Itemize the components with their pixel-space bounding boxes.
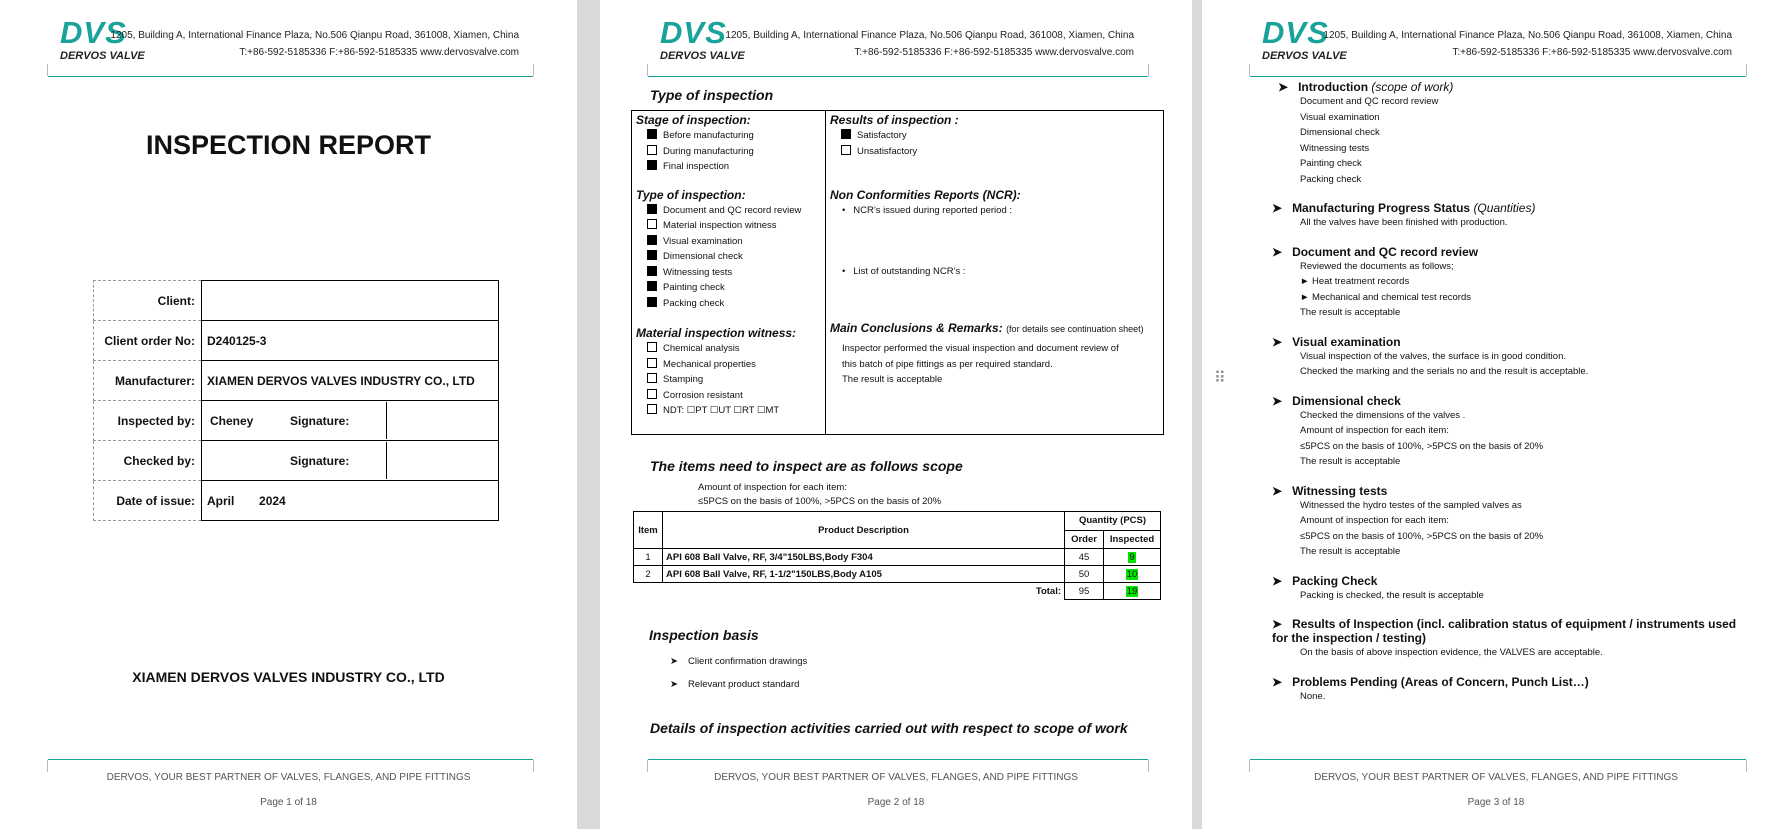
table-row	[634, 566, 1161, 583]
page-3	[1202, 0, 1790, 829]
total-label: Total:	[634, 583, 1065, 600]
logo-mark: DVS	[660, 15, 727, 50]
row-inspected-value: 9	[1129, 551, 1135, 563]
inspected-by-label: Inspected by:	[94, 401, 202, 441]
footer-slogan: DERVOS, YOUR BEST PARTNER OF VALVES, FLANGES, AND PIPE FITTINGS	[1314, 772, 1678, 783]
signature-box-2[interactable]	[386, 442, 498, 479]
dim-line-4: The result is acceptable	[1300, 456, 1401, 467]
arrow-bullet-icon: ➤	[1272, 334, 1283, 349]
checked-by-cell	[202, 441, 499, 481]
checkbox-label: During manufacturing	[663, 145, 754, 157]
footer-slogan: DERVOS, YOUR BEST PARTNER OF VALVES, FLANGES, AND PIPE FITTINGS	[106, 772, 471, 783]
col-order: Order	[1065, 530, 1104, 549]
dimensional-heading-text: Dimensional check	[1292, 393, 1401, 408]
inspection-details	[1272, 80, 1752, 704]
checked-box-icon[interactable]	[841, 129, 851, 139]
intro-heading-text: Introduction	[1298, 80, 1369, 94]
mps-heading-text: Manufacturing Progress Status	[1292, 201, 1471, 215]
checkbox-item[interactable]	[647, 341, 825, 357]
ncr-outstanding-text: List of outstanding NCR’s :	[853, 266, 966, 277]
signature-box[interactable]	[386, 402, 498, 439]
stage-title: Stage of inspection:	[636, 113, 751, 127]
checkbox-item[interactable]	[647, 280, 825, 296]
checkbox-item[interactable]	[647, 265, 825, 281]
doc-line-2: ► Heat treatment records	[1300, 276, 1410, 287]
checkbox-label: NDT: ☐PT ☐UT ☐RT ☐MT	[663, 405, 780, 416]
manufacturer-label: Manufacturer:	[94, 361, 202, 401]
header-address-block	[725, 27, 1134, 61]
checkbox-item[interactable]	[647, 403, 825, 419]
checkbox-label: Document and QC record review	[663, 204, 802, 216]
col-description: Product Description	[663, 512, 1065, 549]
arrow-bullet-icon: ➤	[1278, 80, 1289, 94]
unchecked-box-icon[interactable]	[841, 145, 851, 155]
results-heading-text: Results of Inspection (incl. calibration status of equipment / instruments used for the inspection / testing)	[1272, 617, 1737, 645]
wit-line-4: The result is acceptable	[1300, 546, 1401, 557]
mps-heading	[1272, 201, 1752, 215]
mps-note: (Quantities)	[1473, 201, 1536, 215]
checkbox-label: Chemical analysis	[663, 343, 740, 354]
checkbox-item[interactable]	[647, 144, 825, 160]
header-divider	[48, 76, 533, 77]
row-inspected	[1104, 566, 1161, 583]
arrow-bullet-icon: ➤	[1272, 573, 1283, 588]
checked-box-icon[interactable]	[647, 266, 657, 276]
quantity-table	[633, 511, 1161, 600]
doc-heading	[1272, 245, 1752, 259]
client-order-label: Client order No:	[94, 321, 202, 361]
signature-label-2: Signature:	[290, 453, 350, 468]
checkbox-label: Before manufacturing	[663, 130, 754, 141]
client-order-value[interactable]: D240125-3	[202, 321, 499, 361]
date-of-issue-label: Date of issue:	[94, 481, 202, 521]
signature-label: Signature:	[290, 413, 350, 428]
details-heading: Details of inspection activities carried out with respect to scope of work	[650, 720, 1128, 736]
intro-heading	[1278, 80, 1752, 94]
witness-heading	[1272, 484, 1752, 498]
inspection-summary-box	[631, 110, 1164, 435]
ncr-title: Non Conformities Reports (NCR):	[830, 188, 1021, 202]
conclusion-line-2: this batch of pipe fittings as per required standard.	[842, 358, 1053, 370]
arrow-bullet-icon: ➤	[670, 656, 678, 667]
conclusions-title	[830, 321, 1163, 335]
inspected-by-cell	[202, 401, 499, 441]
problems-heading-text: Problems Pending (Areas of Concern, Punch List…)	[1292, 674, 1589, 689]
conclusion-line-3: The result is acceptable	[842, 374, 943, 385]
checked-box-icon[interactable]	[647, 297, 657, 307]
stage-list	[632, 128, 825, 175]
footer-divider	[48, 759, 533, 760]
total-order: 95	[1065, 583, 1104, 600]
list-item: Dimensional check	[1300, 127, 1380, 138]
checkbox-item[interactable]	[841, 144, 1163, 160]
drag-handle-icon[interactable]: ⠿	[1214, 370, 1226, 387]
arrow-bullet-icon: ➤	[1272, 483, 1283, 498]
header-address: 1205, Building A, International Finance Plaza, No.506 Qianpu Road, 361008, Xiamen, China	[110, 30, 519, 41]
ncr-issued: • NCR’s issued during reported period :	[842, 205, 1013, 216]
col-item: Item	[634, 512, 663, 549]
checkbox-item[interactable]	[647, 234, 825, 250]
checkbox-item[interactable]	[647, 357, 825, 373]
intro-list	[1272, 94, 1752, 187]
date-of-issue-value[interactable]	[202, 481, 499, 521]
list-item: Packing check	[1300, 173, 1362, 185]
logo-mark: DVS	[60, 15, 127, 50]
header-address: 1205, Building A, International Finance Plaza, No.506 Qianpu Road, 361008, Xiamen, China	[725, 30, 1134, 41]
checkbox-label: Material inspection witness	[663, 220, 777, 231]
logo-text: DERVOS VALVE	[660, 50, 745, 62]
checkbox-label: Visual examination	[663, 235, 743, 247]
logo-mark: DVS	[1262, 15, 1329, 50]
list-item	[670, 679, 807, 702]
checkbox-item[interactable]	[647, 203, 825, 219]
visual-line-1: Visual inspection of the valves, the surface is in good condition.	[1300, 350, 1566, 362]
checkbox-item[interactable]	[647, 372, 825, 388]
wit-line-2: Amount of inspection for each item:	[1300, 515, 1449, 526]
row-order: 45	[1065, 549, 1104, 566]
checkbox-label: Corrosion resistant	[663, 389, 743, 401]
checked-box-icon[interactable]	[647, 250, 657, 260]
checkbox-item[interactable]	[647, 128, 825, 144]
wit-line-3: ≤5PCS on the basis of 100%, >5PCS on the basis of 20%	[1300, 530, 1544, 542]
footer-slogan: DERVOS, YOUR BEST PARTNER OF VALVES, FLANGES, AND PIPE FITTINGS	[714, 772, 1078, 783]
header-address-block	[1323, 27, 1732, 61]
visual-line-2[interactable]: Checked the marking and the serials no and the result is acceptable.	[1300, 366, 1589, 377]
page-number: Page 2 of 18	[867, 797, 925, 808]
unchecked-box-icon[interactable]	[647, 342, 657, 352]
list-item	[670, 656, 807, 679]
col-inspected: Inspected	[1104, 530, 1161, 549]
arrow-bullet-icon: ➤	[1272, 393, 1283, 408]
list-item: Painting check	[1300, 158, 1362, 169]
row-item: 2	[634, 566, 663, 583]
footer-divider	[648, 759, 1148, 760]
right-column	[826, 111, 1163, 434]
results-heading	[1272, 617, 1752, 645]
witness-heading-text: Witnessing tests	[1292, 483, 1388, 498]
table-row	[634, 549, 1161, 566]
checked-box-icon[interactable]	[647, 235, 657, 245]
left-column	[632, 111, 826, 434]
unchecked-box-icon[interactable]	[647, 219, 657, 229]
col-quantity: Quantity (PCS)	[1065, 512, 1161, 531]
doc-heading-text: Document and QC record review	[1292, 244, 1479, 259]
list-item: Visual examination	[1300, 111, 1380, 123]
amount-line-2: ≤5PCS on the basis of 100%, >5PCS on the basis of 20%	[698, 496, 942, 507]
checkbox-item[interactable]	[841, 128, 1163, 144]
header-contact: T:+86-592-5185336 F:+86-592-5185335 www.dervosvalve.com	[239, 47, 519, 58]
client-label: Client:	[94, 281, 202, 321]
wit-line-1: Witnessed the hydro testes of the sampled valves as	[1300, 499, 1522, 511]
manufacturer-value[interactable]: XIAMEN DERVOS VALVES INDUSTRY CO., LTD	[202, 361, 499, 401]
arrow-bullet-icon: ➤	[1272, 244, 1283, 259]
material-title: Material inspection witness:	[636, 326, 797, 340]
unchecked-box-icon[interactable]	[647, 373, 657, 383]
inspection-basis-heading: Inspection basis	[649, 627, 759, 643]
unchecked-box-icon[interactable]	[647, 389, 657, 399]
checked-box-icon[interactable]	[647, 160, 657, 170]
checkbox-item[interactable]	[647, 218, 825, 234]
doc-line-4: The result is acceptable	[1300, 307, 1401, 318]
inspection-basis-list	[670, 656, 807, 702]
problems-heading	[1272, 675, 1752, 689]
checkbox-label: Unsatisfactory	[857, 145, 918, 157]
total-inspected-value: 19	[1126, 585, 1138, 597]
page-number: Page 3 of 18	[1467, 797, 1525, 808]
list-item: Witnessing tests	[1300, 142, 1370, 154]
ncr-outstanding: • List of outstanding NCR’s :	[842, 266, 966, 277]
checkbox-item[interactable]	[647, 296, 825, 312]
checkbox-item[interactable]	[647, 388, 825, 404]
report-info-table	[93, 280, 499, 521]
logo-text: DERVOS VALVE	[60, 50, 145, 62]
packing-heading-text: Packing Check	[1292, 573, 1378, 588]
header-address: 1205, Building A, International Finance Plaza, No.506 Qianpu Road, 361008, Xiamen, China	[1323, 30, 1732, 41]
row-description: API 608 Ball Valve, RF, 1-1/2"150LBS,Body A105	[663, 566, 1065, 583]
arrow-bullet-icon: ➤	[1272, 674, 1283, 689]
arrow-bullet-icon: ➤	[1272, 617, 1283, 631]
checkbox-label: Packing check	[663, 297, 725, 309]
header-contact: T:+86-592-5185336 F:+86-592-5185335 www.dervosvalve.com	[1452, 47, 1732, 58]
ncr-issued-text: NCR’s issued during reported period :	[853, 205, 1013, 216]
date-month: April	[207, 493, 235, 508]
checkbox-label: Mechanical properties	[663, 358, 756, 370]
dim-line-3: ≤5PCS on the basis of 100%, >5PCS on the basis of 20%	[1300, 440, 1544, 452]
checked-by-label: Checked by:	[94, 441, 202, 481]
checkbox-label: Painting check	[663, 282, 725, 293]
row-order: 50	[1065, 566, 1104, 583]
row-item: 1	[634, 549, 663, 566]
items-heading: The items need to inspect are as follows scope	[650, 458, 963, 474]
doc-line-3: ► Mechanical and chemical test records	[1300, 291, 1471, 303]
checked-box-icon[interactable]	[647, 204, 657, 214]
checkbox-label: Final inspection	[663, 161, 730, 172]
amount-line-1: Amount of inspection for each item:	[698, 482, 847, 493]
checked-box-icon[interactable]	[647, 129, 657, 139]
mps-line: All the valves have been finished with production.	[1300, 217, 1508, 228]
row-description: API 608 Ball Valve, RF, 3/4"150LBS,Body F304	[663, 549, 1065, 566]
intro-note: (scope of work)	[1371, 80, 1454, 94]
dimensional-heading	[1272, 394, 1752, 408]
conclusions-text	[842, 341, 1163, 388]
dim-line-1: Checked the dimensions of the valves .	[1300, 409, 1466, 421]
results-title: Results of inspection :	[830, 113, 959, 127]
header-address-block	[110, 27, 519, 61]
checkbox-item[interactable]	[647, 249, 825, 265]
packing-heading	[1272, 574, 1752, 588]
checkbox-label: Dimensional check	[663, 251, 743, 262]
type-of-inspection-heading: Type of inspection	[650, 87, 774, 103]
arrow-bullet-icon: ➤	[670, 679, 678, 690]
conclusions-title-text: Main Conclusions & Remarks:	[830, 321, 1003, 335]
report-title: INSPECTION REPORT	[145, 130, 432, 160]
pack-line: Packing is checked, the result is acceptable	[1300, 589, 1484, 601]
conclusions-note: (for details see continuation sheet)	[1006, 324, 1144, 334]
checkbox-label: Stamping	[663, 374, 704, 385]
visual-heading	[1272, 335, 1752, 349]
total-inspected	[1104, 583, 1161, 600]
results-line: On the basis of above inspection evidence, the VALVES are acceptable.	[1300, 647, 1603, 658]
dim-line-2: Amount of inspection for each item:	[1300, 425, 1449, 436]
problems-line: None.	[1300, 690, 1326, 702]
row-inspected	[1104, 549, 1161, 566]
checkbox-label: Witnessing tests	[663, 266, 733, 278]
unchecked-box-icon[interactable]	[647, 358, 657, 368]
row-inspected-value: 10	[1126, 568, 1138, 580]
date-year: 2024	[259, 493, 286, 508]
list-item: Document and QC record review	[1300, 96, 1439, 107]
results-list	[826, 128, 1163, 159]
page-2	[600, 0, 1192, 829]
unchecked-box-icon[interactable]	[647, 145, 657, 155]
header-contact: T:+86-592-5185336 F:+86-592-5185335 www.dervosvalve.com	[854, 47, 1134, 58]
inspected-by-value[interactable]: Cheney	[210, 413, 254, 428]
unchecked-box-icon[interactable]	[647, 404, 657, 414]
visual-heading-text: Visual examination	[1292, 334, 1401, 349]
arrow-bullet-icon: ➤	[1272, 201, 1283, 215]
checkbox-label: Satisfactory	[857, 130, 907, 141]
checkbox-item[interactable]	[647, 159, 825, 175]
company-name: XIAMEN DERVOS VALVES INDUSTRY CO., LTD	[132, 669, 445, 685]
footer-divider	[1250, 759, 1746, 760]
amount-note	[698, 481, 941, 509]
page-1	[0, 0, 577, 829]
type-list	[632, 203, 825, 312]
page-number: Page 1 of 18	[260, 797, 317, 808]
client-value[interactable]	[202, 281, 499, 321]
logo-text: DERVOS VALVE	[1262, 50, 1347, 62]
doc-line-1: Reviewed the documents as follows;	[1300, 260, 1454, 272]
type-title: Type of inspection:	[636, 187, 746, 202]
basis-item-1: Client confirmation drawings	[687, 656, 808, 667]
material-list	[632, 341, 825, 419]
checked-box-icon[interactable]	[647, 281, 657, 291]
conclusion-line-1: Inspector performed the visual inspection and document review of	[842, 343, 1119, 354]
header-divider	[1250, 76, 1746, 77]
total-row	[634, 583, 1161, 600]
header-divider	[648, 76, 1148, 77]
basis-item-2: Relevant product standard	[687, 679, 800, 690]
